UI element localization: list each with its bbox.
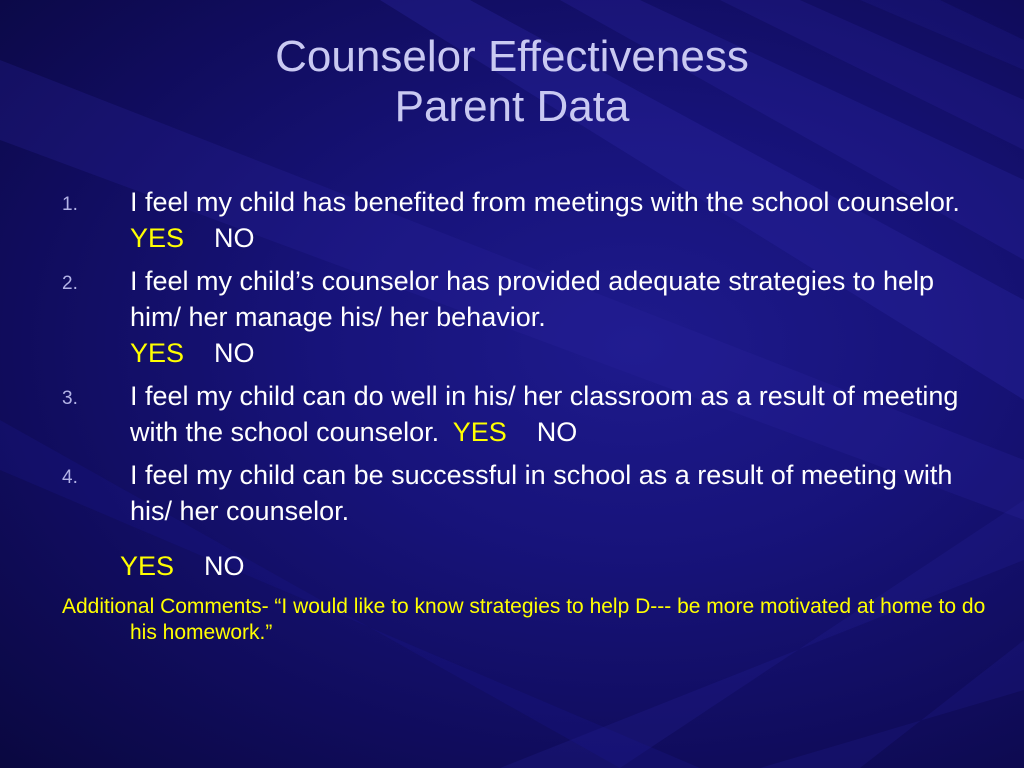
survey-item-3 — [62, 378, 982, 450]
slide-title — [0, 32, 1024, 132]
item-number: 4. — [62, 467, 78, 488]
item-number: 1. — [62, 194, 78, 215]
no-option: NO — [214, 338, 255, 368]
item-text: I feel my child can do well in his/ her classroom as a result of meeting with the school counselor. — [130, 381, 959, 447]
item-text: I feel my child has benefited from meetings with the school counselor. — [130, 187, 960, 217]
no-option: NO — [214, 223, 255, 253]
item-number: 2. — [62, 273, 78, 294]
yes-option: YES — [120, 551, 175, 581]
survey-item-1 — [62, 184, 982, 256]
yes-option: YES — [452, 417, 507, 447]
no-option: NO — [204, 551, 245, 581]
title-line-2: Parent Data — [394, 82, 630, 131]
additional-comments: Additional Comments- “I would like to know strategies to help D--- be more motivated at home to do his homework.” — [62, 595, 986, 644]
item-text: I feel my child’s counselor has provided adequate strategies to help him/ her manage his/ her behavior. — [130, 266, 934, 332]
yes-option: YES — [130, 338, 185, 368]
yes-option: YES — [130, 223, 185, 253]
item-4-answers — [120, 548, 245, 584]
survey-item-4 — [62, 457, 982, 529]
item-text: I feel my child can be successful in school as a result of meeting with his/ her counselor. — [130, 460, 953, 526]
survey-item-2 — [62, 263, 982, 371]
item-number: 3. — [62, 388, 78, 409]
survey-list — [62, 184, 982, 536]
no-option: NO — [536, 417, 578, 447]
title-line-1: Counselor Effectiveness — [275, 32, 749, 81]
